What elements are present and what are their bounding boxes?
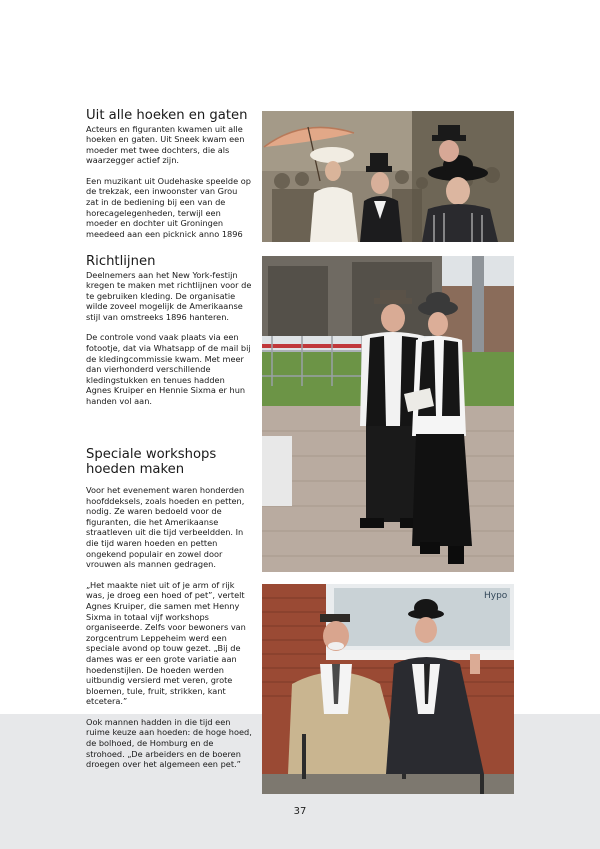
section-hat-workshops <box>86 448 252 780</box>
section-paragraph: De controle vond vaak plaats via een fotootje, dat via Whatsapp of de mail bij de kledingcommissie kwam. Met meer dan vierhonderd verschillende kledingstukken en tenues hadden Agnes Kruiper en Hennie Sixma er hun handen vol aan. <box>86 332 251 407</box>
page-number: 37 <box>293 806 307 817</box>
section-guidelines <box>86 255 252 417</box>
section-paragraph: Ook mannen hadden in die tijd een ruime keuze aan hoeden: de hoge hoed, de bolhoed, de Homburg en de strohoed. „De arbeiders en de boeren droegen over het algemeen een pet.” <box>86 716 252 770</box>
section-heading: Uit alle hoeken en gaten <box>86 108 248 123</box>
section-paragraph: Voor het evenement waren honderden hoofddeksels, zoals hoeden en petten, nodig. Ze waren bedoeld voor de figuranten, die het Amerikaanse straatleven uit die tijd verbeeldden. In die tijd waren hoeden en petten ongekend populair en zowel door vrouwen als mannen gedragen. <box>86 485 245 570</box>
section-paragraph: „Het maakte niet uit of je arm of rijk was, je droeg een hoed of pet”, vertelt Agnes Kruiper, die samen met Henny Sixma in totaal vijf workshops organiseerde. Zelfs voor bewoners van zorgcentrum Leppeheim werd een speciale avond op touw gezet. „Bij de dames was er een grote variatie aan hoedenstijlen. De hoeden werden uitbundig versierd met veren, grote bloemen, tule, fruit, strikken, kant etcetera.” <box>86 579 246 707</box>
photo-couple-outdoors <box>262 256 514 572</box>
section-paragraph: Een muzikant uit Oudehaske speelde op de trekzak, een inwoonster van Grou zat in de bediening bij een van de horecagelegenheden, terwijl een moeder en dochter uit Groningen meedeed aan een picknick anno 1896 <box>86 175 251 239</box>
photo-seated-men <box>262 584 514 794</box>
storefront-sign-text: Hypo <box>484 591 508 601</box>
section-paragraph: Acteurs en figuranten kwamen uit alle hoeken en gaten. Uit Sneek kwam een moeder met twee dochters, die als waarzegger actief zijn. <box>86 123 245 166</box>
section-heading: Speciale workshops hoeden maken <box>86 447 217 477</box>
photo-costumed-group <box>262 111 514 242</box>
section-paragraph: Deelnemers aan het New York-festijn kregen te maken met richtlijnen voor de te gebruiken kleding. De organisatie wilde zoveel mogelijk de Amerikaanse stijl van omstreeks 1896 hanteren. <box>86 269 252 322</box>
section-origins <box>86 109 252 249</box>
section-heading: Richtlijnen <box>86 254 156 269</box>
